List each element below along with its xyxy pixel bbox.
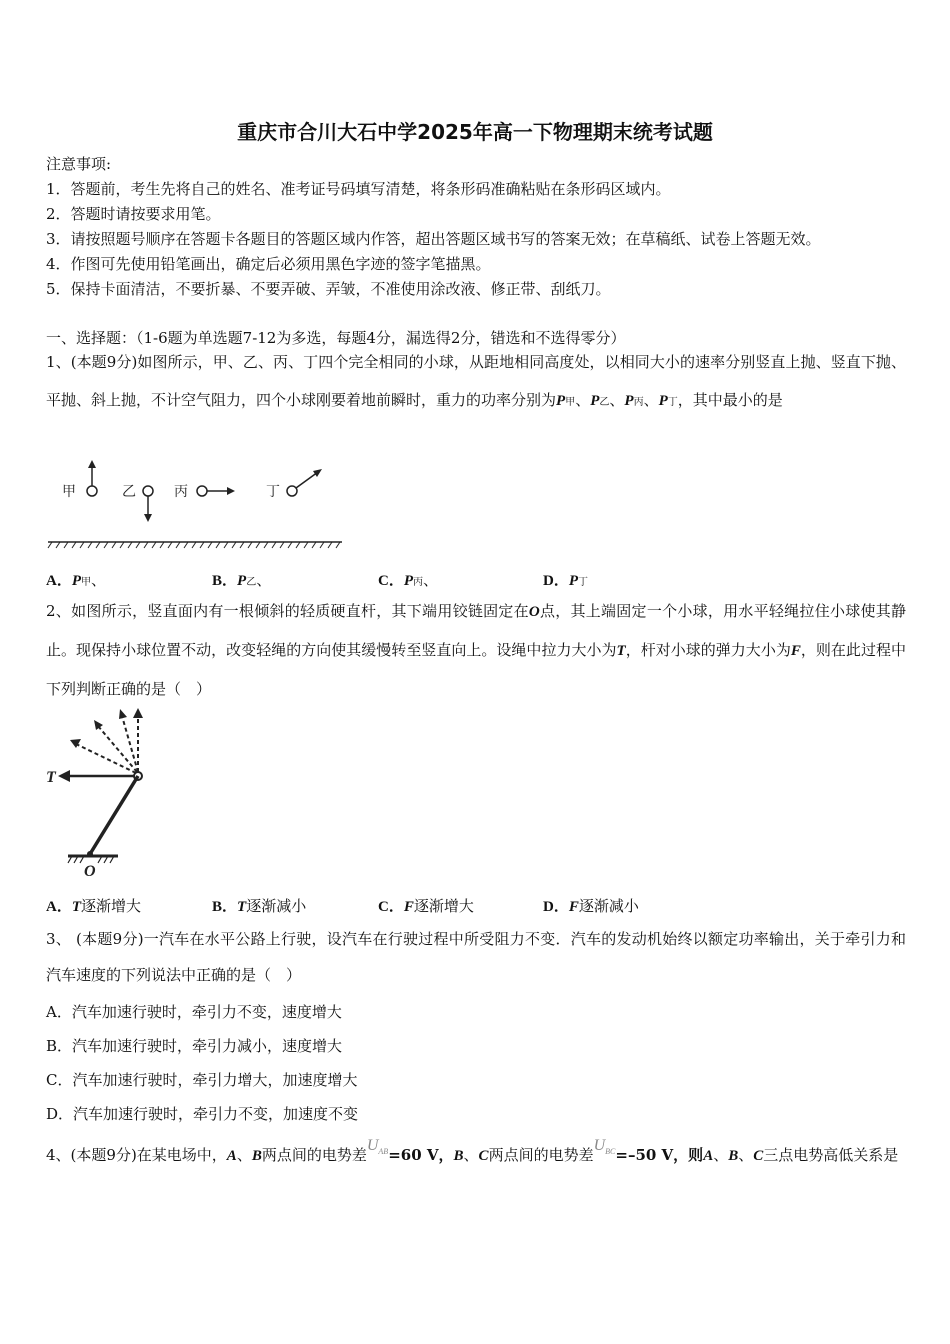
arrow-diagonal-icon: [313, 469, 322, 477]
arrow-left-icon: [58, 770, 70, 782]
label-yi: 乙: [122, 484, 136, 500]
q1-option-b: B．P乙、: [212, 571, 272, 589]
q3-option-c: C．汽车加速行驶时，牵引力增大，加速度增大: [46, 1071, 358, 1089]
notice-item: 1．答题前，考生先将自己的姓名、准考证号码填写清楚，将条形码准确粘贴在条形码区域内。: [46, 180, 671, 198]
q2-option-a: A．T逐渐增大: [46, 897, 142, 915]
ground-hatch: [48, 542, 340, 548]
q3-option-a: A．汽车加速行驶时，牵引力不变，速度增大: [46, 1003, 342, 1021]
ball-ding: [287, 486, 297, 496]
q1-figure: [46, 458, 346, 553]
label-bing: 丙: [174, 484, 188, 500]
notice-item: 2．答题时请按要求用笔。: [46, 205, 221, 223]
q2-option-b: B．T逐渐减小: [212, 897, 307, 915]
ball-bing: [197, 486, 207, 496]
potential-uab: $U_{AB}$: [366, 1137, 389, 1157]
label-T: T: [46, 769, 56, 786]
rod: [90, 776, 138, 854]
q3-option-d: D．汽车加速行驶时，牵引力不变，加速度不变: [46, 1105, 359, 1123]
question-4: 4、(本题9分)在某电场中，A、B两点间的电势差$U_{AB}=60$ V，B、C两点间的电势差$U_{BC}=-50$ V，则A、B、C三点电势高低关系是: [46, 1137, 899, 1164]
arrow-down-icon: [144, 514, 152, 522]
question-2: 2、如图所示，竖直面内有一根倾斜的轻质硬直杆，其下端用铰链固定在O点，其上端固定一个小球，用水平轻绳拉住小球使其静止。现保持小球位置不动，改变轻绳的方向使其缓慢转至竖直向上。设绳中拉力大小为T，杆对小球的弹力大小为F，则在此过程中下列判断正确的是（ ）: [46, 602, 906, 698]
q1-option-c: C．P丙、: [378, 571, 439, 589]
notice-item: 4．作图可先使用铅笔画出，确定后必须用黑色字迹的签字笔描黑。: [46, 255, 491, 273]
ball-yi: [143, 486, 153, 496]
q2-option-d: D．F逐渐减小: [543, 897, 639, 915]
section-heading: 一、选择题：（1-6题为单选题7-12为多选，每题4分，漏选得2分，错选和不选得零分）: [46, 329, 626, 347]
question-3: 3、 (本题9分)一汽车在水平公路上行驶，设汽车在行驶过程中所受阻力不变．汽车的发动机始终以额定功率输出，关于牵引力和汽车速度的下列说法中正确的是（ ）: [46, 930, 906, 984]
arrow-up-icon: [88, 460, 96, 468]
q2-figure: [46, 706, 186, 880]
label-jia: 甲: [62, 484, 76, 500]
notice-item: 3．请按照题号顺序在答题卡各题目的答题区域内作答，超出答题区域书写的答案无效；在草稿纸、试卷上答题无效。: [46, 230, 821, 248]
ball-jia: [87, 486, 97, 496]
q2-option-c: C．F逐渐增大: [378, 897, 474, 915]
notice-heading: 注意事项:: [46, 155, 112, 173]
arrow-right-icon: [227, 487, 235, 495]
label-O: O: [84, 863, 96, 880]
q1-option-d: D．P丁: [543, 573, 589, 589]
question-1: 1、(本题9分)如图所示，甲、乙、丙、丁四个完全相同的小球，从距地相同高度处，以相同大小的速率分别竖直上抛、竖直下抛、平抛、斜上抛，不计空气阻力，四个小球刚要着地前瞬时，重力的功率分别为P甲、P乙、P丙、P丁，其中最小的是: [46, 353, 906, 409]
potential-ubc: $U_{BC}$: [593, 1137, 616, 1157]
q3-option-b: B．汽车加速行驶时，牵引力减小，速度增大: [46, 1037, 343, 1055]
page-title: 重庆市合川大石中学2025年高一下物理期末统考试题: [237, 120, 713, 144]
notice-item: 5．保持卡面清洁，不要折暴、不要弄破、弄皱，不准使用涂改液、修正带、刮纸刀。: [46, 280, 611, 298]
q1-option-a: A．P甲、: [46, 571, 107, 589]
label-ding: 丁: [266, 484, 280, 500]
